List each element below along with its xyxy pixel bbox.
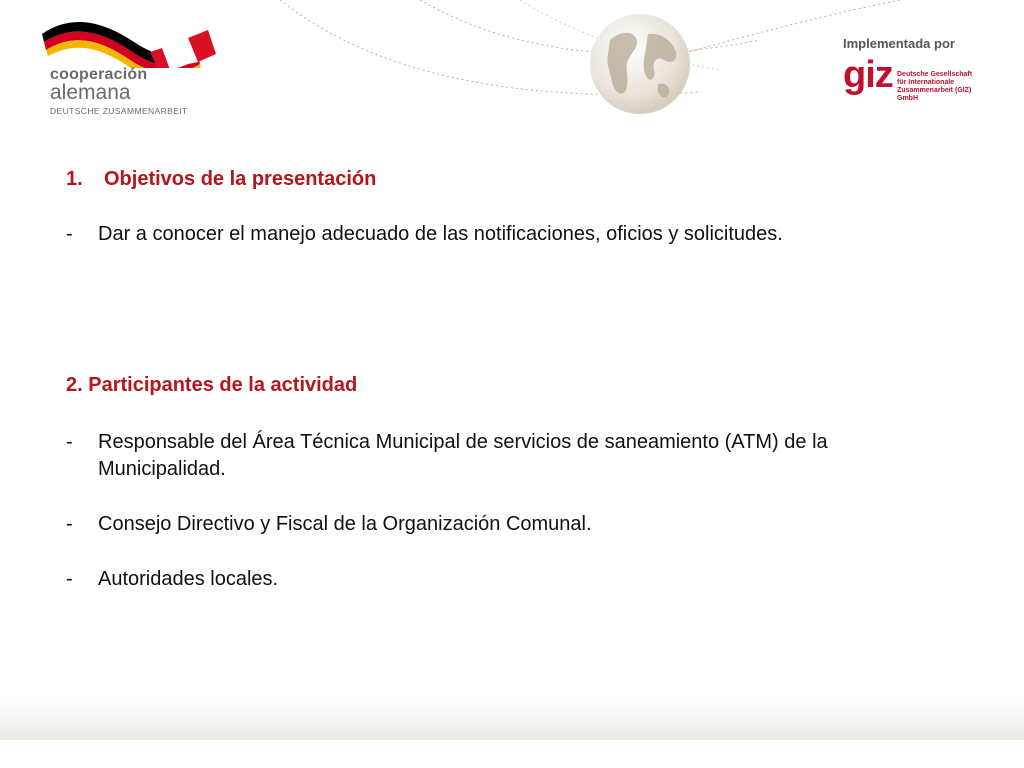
bullet-text: Responsable del Área Técnica Municipal de servicios de saneamiento (ATM) de la Municipalidad. bbox=[98, 431, 828, 480]
giz-subtitle-line: für Internationale bbox=[897, 79, 955, 86]
bullet-dash: - bbox=[66, 223, 73, 245]
slide-header bbox=[0, 0, 1024, 130]
list-item bbox=[66, 221, 946, 248]
bullet-dash: - bbox=[66, 513, 73, 535]
giz-subtitle-line: Deutsche Gesellschaft bbox=[897, 71, 973, 78]
list-item bbox=[66, 429, 946, 483]
bullet-dash: - bbox=[66, 431, 73, 453]
globe-icon bbox=[588, 12, 692, 116]
bullet-text: Autoridades locales. bbox=[98, 568, 279, 590]
list-item bbox=[66, 566, 946, 593]
section-2-heading: 2. Participantes de la actividad bbox=[66, 374, 358, 396]
giz-subtitle bbox=[897, 71, 993, 103]
giz-subtitle-line: Zusammenarbeit (GIZ) GmbH bbox=[897, 87, 972, 102]
bullet-dash: - bbox=[66, 568, 73, 590]
section-1-heading bbox=[66, 168, 376, 191]
logo-line-3: DEUTSCHE ZUSAMMENARBEIT bbox=[50, 106, 188, 116]
flag-ribbon-icon bbox=[38, 12, 228, 68]
giz-logo bbox=[843, 54, 993, 108]
footer-gradient bbox=[0, 700, 1024, 740]
logo-line-2: alemana bbox=[50, 81, 131, 104]
bullet-text: Dar a conocer el manejo adecuado de las notificaciones, oficios y solicitudes. bbox=[98, 223, 783, 245]
section-1-number: 1. bbox=[66, 168, 83, 190]
giz-wordmark: giz bbox=[843, 54, 893, 96]
implementer-label: Implementada por bbox=[843, 36, 955, 51]
bullet-text: Consejo Directivo y Fiscal de la Organización Comunal. bbox=[98, 513, 592, 535]
logo-line-1: cooperación bbox=[50, 66, 148, 83]
section-1-title: Objetivos de la presentación bbox=[104, 168, 377, 190]
list-item bbox=[66, 511, 946, 538]
cooperacion-alemana-text bbox=[50, 66, 188, 116]
